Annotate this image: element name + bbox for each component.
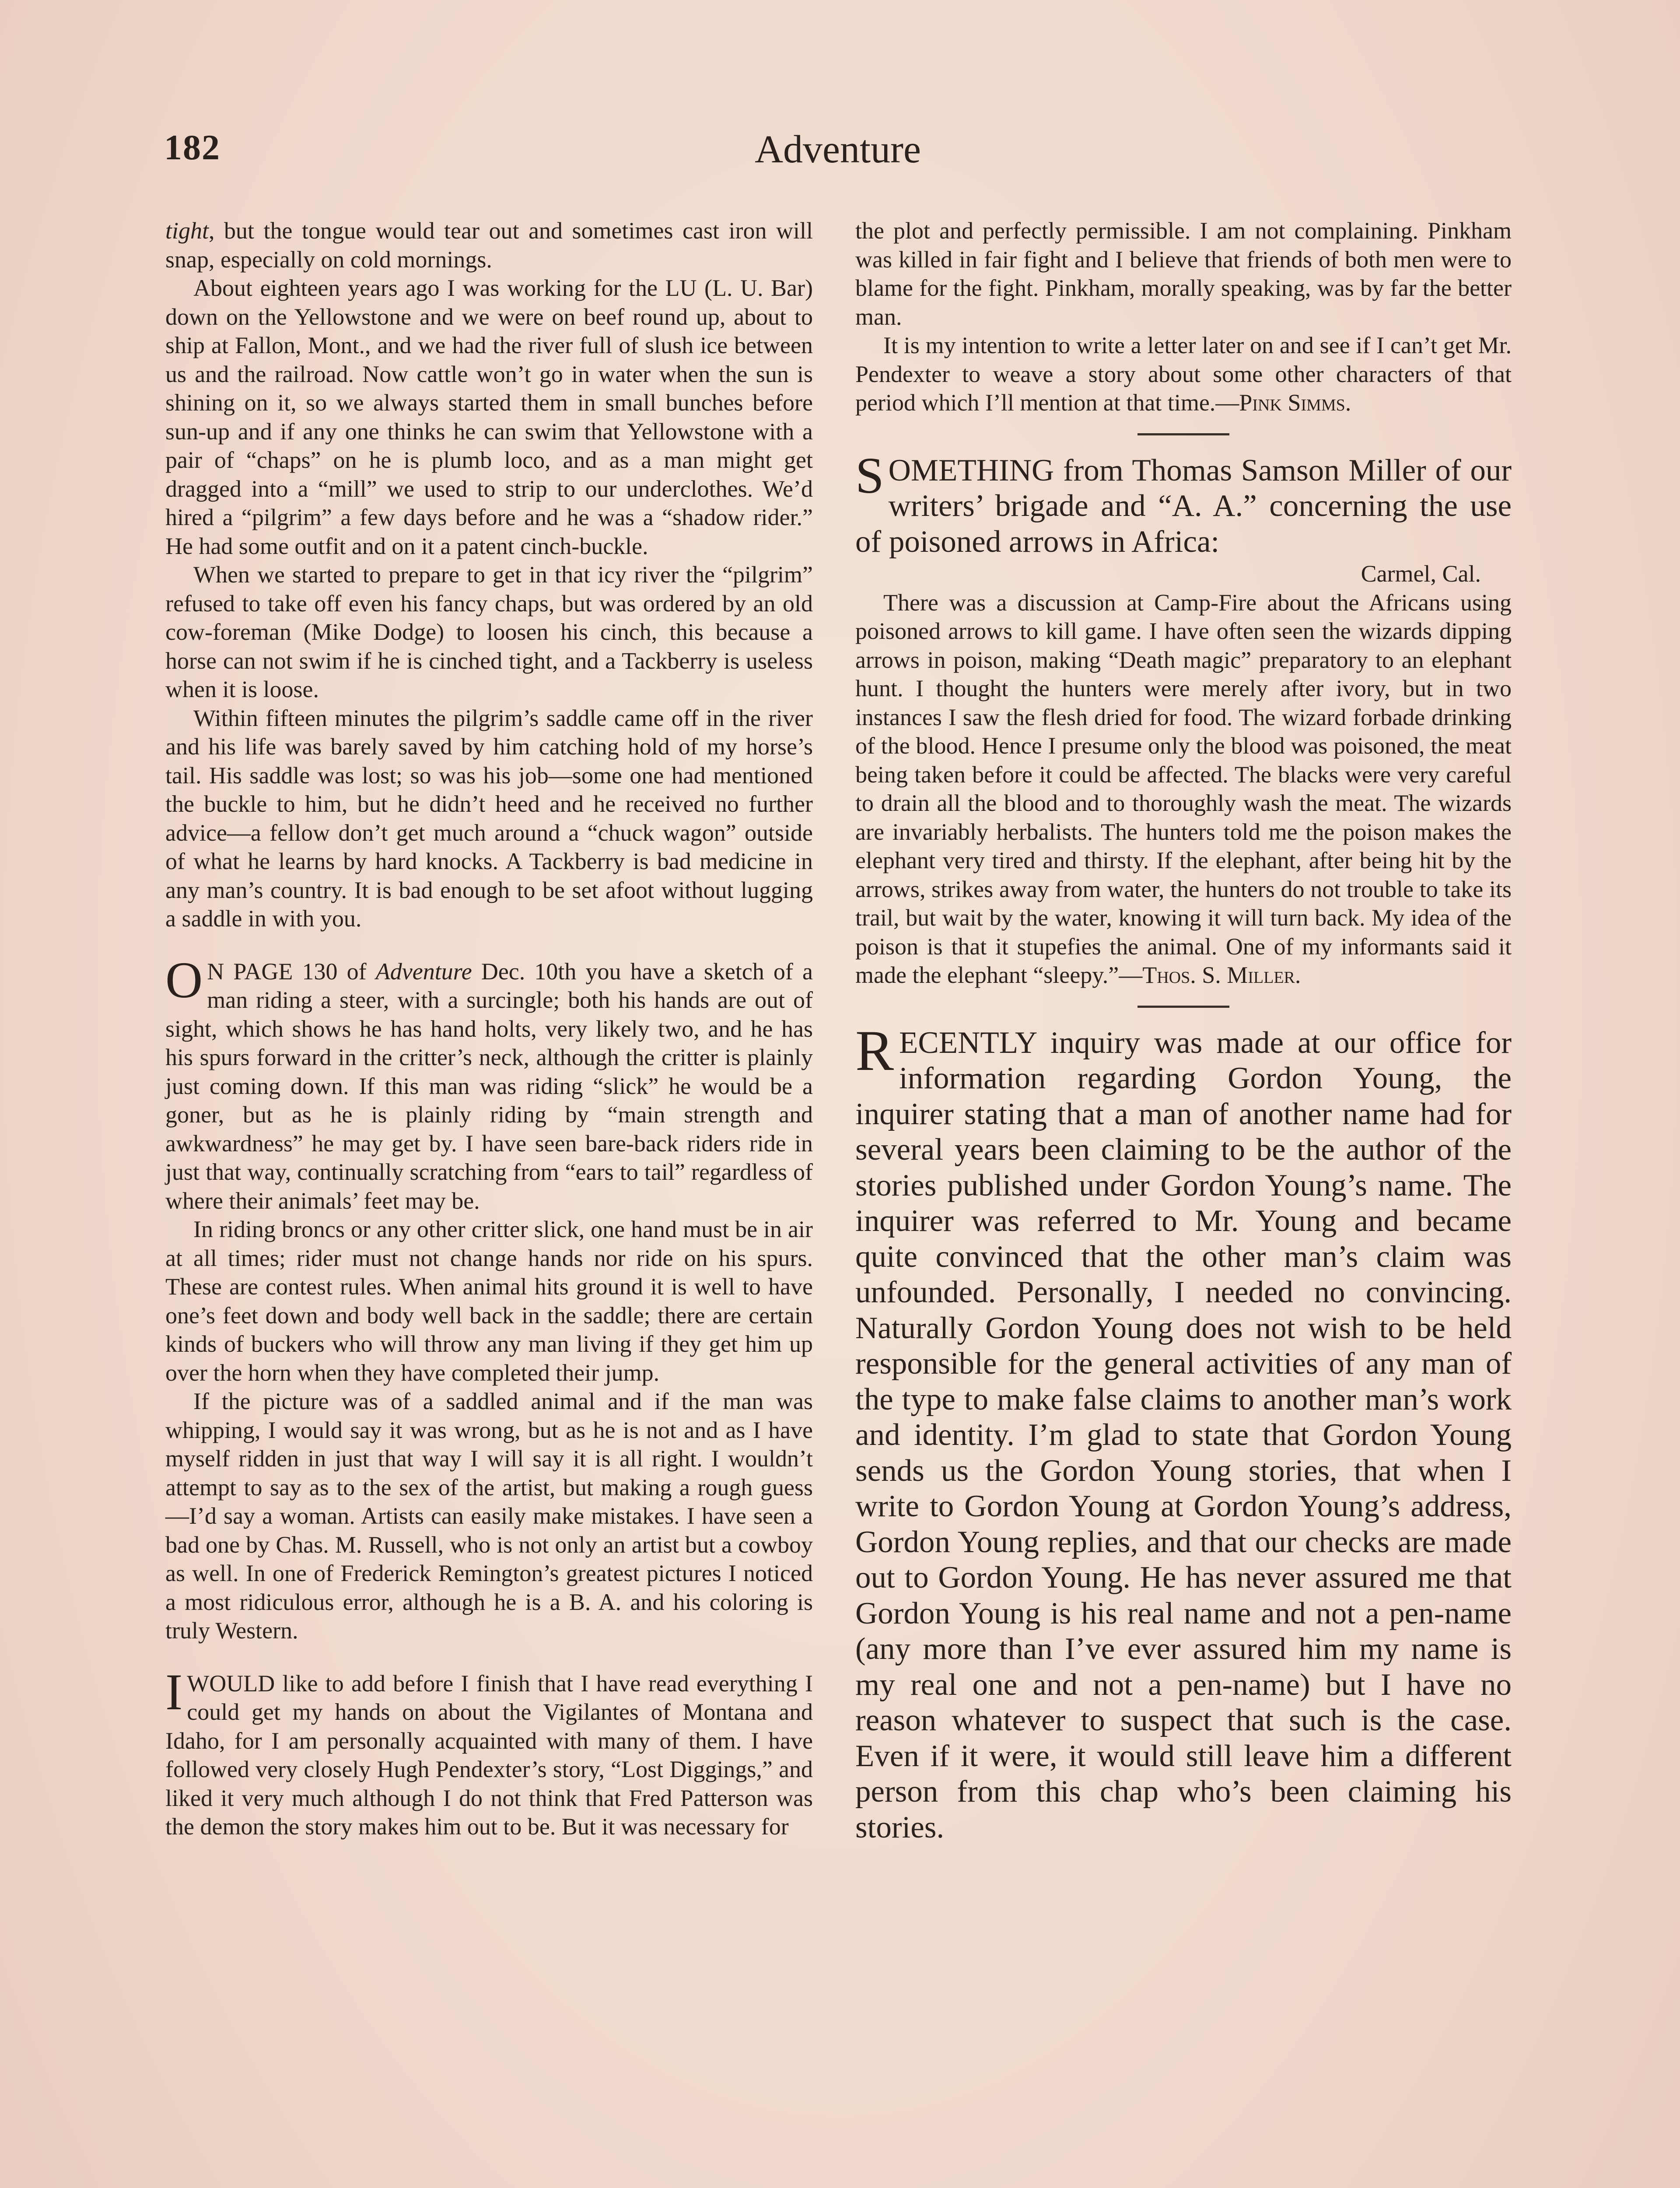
paragraph-saddle-lost: Within fifteen minutes the pilgrim’s saddle came off in the river and his life was barely saved by him catching hold of my horse’s tail. His saddle was lost; so was his job—some one had mentioned the buckle to him, but he didn’t heed and he received no further advice—a fellow don’t get much around a “chuck wagon” outside of what he learns by hard knocks. A Tackberry is bad medicine in any man’s country. It is bad enough to be set afoot without lugging a saddle in with you. bbox=[165, 705, 813, 932]
paragraph-riding-broncs: In riding broncs or any other critter slick, one hand must be in air at all times; rider must not change hands nor ride on his spurs. These are contest rules. When animal hits ground it is well to have one’s feet down and body well back in the saddle; there are certain kinds of buckers who will throw any man living if they get him up over the horn when they have completed their jump. bbox=[165, 1216, 813, 1386]
paragraph-text: from Thomas Samson Miller of our writers’ brigade and “A. A.” concerning the use of poisoned arrows in Africa: bbox=[855, 453, 1512, 559]
section-divider bbox=[1138, 433, 1229, 435]
section-gap bbox=[165, 1645, 813, 1669]
drop-cap: R bbox=[855, 1018, 894, 1083]
signature-miller: Thos. S. Miller. bbox=[1142, 962, 1301, 988]
paragraph-gordon-young bbox=[855, 1018, 1512, 1846]
paragraph-text: tight, but the tongue would tear out and sometimes cast iron will snap, especially on cold mornings. bbox=[165, 217, 813, 273]
lead-in-caps: N PAGE 130 of bbox=[207, 958, 367, 985]
paragraph-pilgrim: When we started to prepare to get in that icy river the “pilgrim” refused to take off even his fancy chaps, but was ordered by an old cow-foreman (Mike Dodge) to loosen his cinch, this because a horse can not swim if he is cinched tight, and a Tackberry is useless when it is loose. bbox=[165, 561, 813, 702]
paragraph-intention bbox=[855, 331, 1512, 417]
paragraph-text: It is my intention to write a letter later on and see if I can’t get Mr. Pendexter to weave a story about some other characters of that period which I’ll mention at that time.— bbox=[855, 332, 1512, 416]
page-header bbox=[164, 127, 1512, 179]
paragraph-vigilantes bbox=[165, 1663, 813, 1841]
letter-continued bbox=[855, 217, 1512, 417]
paragraph-page-130 bbox=[165, 951, 813, 1216]
running-title: Adventure bbox=[755, 128, 921, 171]
paragraph-lu-bar: About eighteen years ago I was working for the LU (L. U. Bar) down on the Yellowstone and we were on beef round up, about to ship at Fallon, Mont., and we had the river full of slush ice between us and the railroad. Now cattle won’t go in water when the sun is shining on it, so we always started them in small bunches before sun-up and if any one thinks he can swim that Yellowstone with a pair of “chaps” on he is plumb loco, and as a man might get dragged into a “mill” we used to strip to our underclothes. We’d hired a “pilgrim” a few days before and he was a “shadow rider.” He had some outfit and on it a patent cinch-buckle. bbox=[165, 275, 813, 559]
lead-in-caps: WOULD bbox=[187, 1670, 275, 1697]
right-column bbox=[855, 217, 1512, 1845]
drop-cap: O bbox=[165, 951, 203, 1009]
paragraph-text: There was a discussion at Camp-Fire about the Africans using poisoned arrows to kill game. I have often seen the wizards dipping arrows in poison, making “Death magic” preparatory to an elephant hunt. I thought the hunters were merely after ivory, but in two instances I saw the flesh dried for food. The wizard forbade drinking of the blood. Hence I presume only the blood was poisoned, the meat being taken before it could be affected. The blacks were very careful to drain all the blood and to thoroughly wash the meat. The wizards are invariably herbalists. The hunters told me the poison makes the elephant very tired and thirsty. If the elephant, after being hit by the arrows, strikes away from water, the hunters do not trouble to take its trail, but wait by the water, knowing it will turn back. My idea of the poison is that it stupefies the animal. One of my informants said it made the elephant “sleepy.”— bbox=[855, 589, 1512, 988]
letter-miller bbox=[855, 560, 1512, 990]
page-number: 182 bbox=[164, 127, 220, 167]
left-column bbox=[165, 217, 813, 1841]
paragraph-text: Dec. 10th you have a sketch of a man riding a steer, with a surcingle; both his hands are out of sight, which shows he has hand holts, very likely two, and he has his spurs forward in the critter’s neck, although the critter is plainly just coming down. If this man was riding “slick” he would be a goner, but as he is plainly riding by “main strength and awkwardness” he may get by. I have seen bare-back riders ride in just that way, continually scratching from “ears to tail” regardless of where their animals’ feet may be. bbox=[165, 958, 813, 1214]
paragraph-saddled-animal: If the picture was of a saddled animal and if the man was whipping, I would say it was wrong, but as he is not and as I have myself ridden in just that way I will say it is all right. I wouldn’t attempt to say as to the sex of the artist, but making a rough guess —I’d say a woman. Artists can easily make mistakes. I have seen a bad one by Chas. M. Russell, who is not only an artist but a cowboy as well. In one of Frederick Remington’s greatest pictures I noticed a most ridiculous error, although he is a B. A. and his coloring is truly Western. bbox=[165, 1388, 813, 1644]
dateline: Carmel, Cal. bbox=[1361, 561, 1481, 587]
lead-in-caps: ECENTLY bbox=[899, 1025, 1036, 1060]
drop-cap: S bbox=[855, 446, 884, 504]
paragraph-text: inquiry was made at our office for information regarding Gordon Young, the inquirer stating that a man of another name had for several years been claiming to be the author of the stories published under Gordon Young’s name. The inquirer was referred to Mr. Young and became quite convinced that the other man’s claim was unfounded. Personally, I needed no convincing. Naturally Gordon Young does not wish to be held responsible for the general activities of any man of the type to make false claims to another man’s work and identity. I’m glad to state that Gordon Young sends us the Gordon Young stories, that when I write to Gordon Young at Gordon Young’s address, Gordon Young replies, and that our checks are made out to Gordon Young. He has never assured me that Gordon Young is his real name and not a pen-name (any more than I’ve ever assured him my name is my real one and not a pen-name) but I have no reason whatever to suspect that such is the case. Even if it were, it would still leave him a different person from this chap who’s been claiming his stories. bbox=[855, 1025, 1512, 1844]
drop-cap: I bbox=[165, 1663, 183, 1721]
paragraph-poison bbox=[855, 589, 1512, 990]
paragraph-plot: the plot and perfectly permissible. I am not complaining. Pinkham was killed in fair fight and I believe that friends of both men were to blame for the fight. Pinkham, morally speaking, was by far the better man. bbox=[855, 217, 1512, 330]
intro-poisoned-arrows bbox=[855, 446, 1512, 560]
signature-pink-simms: Pink Simms. bbox=[1239, 389, 1351, 416]
section-divider bbox=[1138, 1006, 1229, 1008]
paragraph-text: like to add before I finish that I have read everything I could get my hands on about the Vigilantes of Montana and Idaho, for I am personally acquainted with many of them. I have followed very closely Hugh Pendexter’s story, “Lost Diggings,” and liked it very much although I do not think that Fred Patterson was the demon the story makes him out to be. But it was necessary for bbox=[165, 1670, 813, 1840]
paragraph-continued bbox=[165, 217, 813, 274]
magazine-title-italic: Adventure bbox=[375, 958, 472, 985]
lead-in-caps: OMETHING bbox=[888, 453, 1054, 487]
section-gap bbox=[165, 933, 813, 957]
